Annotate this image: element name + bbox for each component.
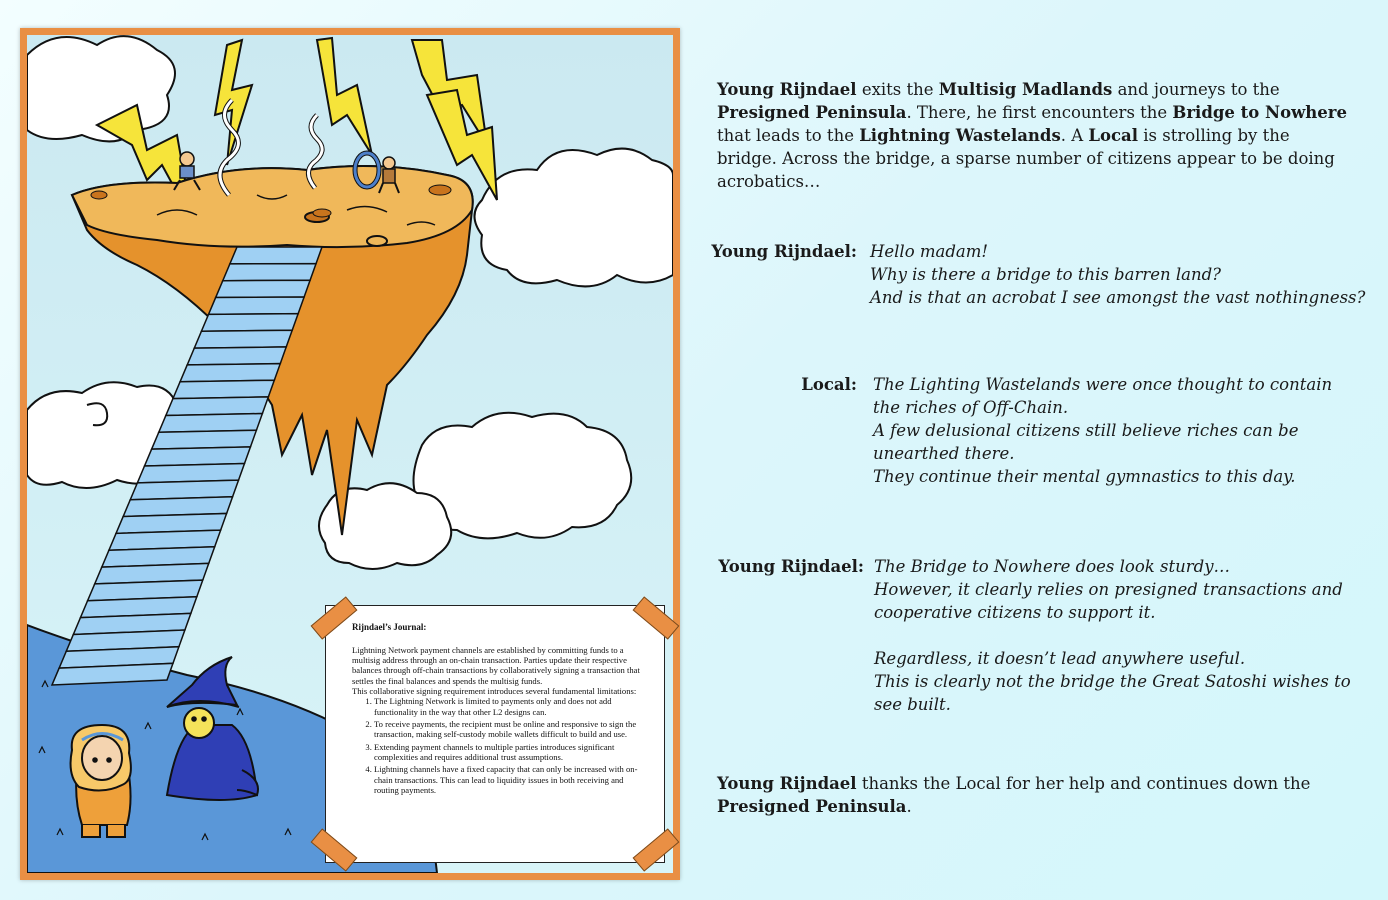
narration-keyword: Bridge to Nowhere [1172, 103, 1347, 122]
journal-list [352, 696, 644, 795]
narration-text: thanks the Local for her help and continues down the [856, 774, 1311, 793]
journal-paragraph: Lightning Network payment channels are established by committing funds to a multisig address through an on-chain transaction. Parties update their respective balances through off-chain transactions by collaboratively signing a transaction that settles the final balances and spends the multisig funds. [352, 644, 640, 686]
intro-narration [717, 78, 1347, 193]
dialogue-line: Why is there a bridge to this barren land? [870, 265, 1222, 284]
speaker-label: Young Rijndael: [718, 557, 864, 576]
narration-text: exits the [856, 80, 939, 99]
journal-paper [325, 605, 665, 863]
dialogue-line: And is that an acrobat I see amongst the vast nothingness? [870, 288, 1366, 307]
narration-keyword: Multisig Madlands [938, 80, 1113, 99]
journal-list-item: 4. Lightning channels have a fixed capacity that can only be increased with on-chain transactions. This can lead to liquidity issues in both receiving and routing payments. [374, 764, 644, 795]
journal-note [325, 605, 665, 863]
speaker-label: Local: [801, 375, 857, 394]
journal-paragraph: This collaborative signing requirement introduces several fundamental limitations: [352, 686, 637, 697]
narration-keyword: Presigned Peninsula [717, 103, 907, 122]
dialogue-line: Hello madam! [870, 242, 989, 261]
journal-list-item: 2. To receive payments, the recipient must be online and responsive to sign the transaction, making self-custody mobile wallets difficult to build and use. [374, 719, 644, 740]
journal-list-item: 1. The Lightning Network is limited to payments only and does not add functionality in the way that other L2 designs can. [374, 696, 644, 717]
bridge-step [216, 280, 310, 297]
journal-list-item: 3. Extending payment channels to multiple parties introduces significant complexities and requires additional trust assumptions. [374, 742, 644, 763]
bridge-step [173, 380, 274, 398]
dialogue-line: Regardless, it doesn’t lead anywhere useful. [874, 649, 1246, 668]
bridge-step [187, 347, 286, 365]
bridge-step [180, 364, 280, 382]
narration-keyword: Young Rijndael [717, 80, 857, 99]
narration-keyword: Lightning Wastelands [859, 126, 1061, 145]
dialogue-line: This is clearly not the bridge the Great Satoshi wishes to see built. [874, 672, 1351, 714]
narration-keyword: Young Rijndael [717, 774, 857, 793]
dialogue-block [874, 555, 1364, 716]
bridge-step [194, 330, 292, 348]
narration-keyword: Presigned Peninsula [717, 797, 907, 816]
bridge-step [201, 314, 298, 332]
narration-text: . A [1060, 126, 1089, 145]
dialogue-block [870, 240, 1370, 309]
outro-narration [717, 772, 1347, 818]
narration-keyword: Local [1088, 126, 1139, 145]
narration-text: . There, he first encounters the [906, 103, 1173, 122]
dialogue-line: However, it clearly relies on presigned transactions and cooperative citizens to support it. [874, 580, 1343, 622]
dialogue-line: The Bridge to Nowhere does look sturdy… [874, 557, 1231, 576]
dialogue-spacer [874, 624, 1364, 647]
bridge-step [230, 247, 322, 264]
speaker-label: Young Rijndael: [711, 242, 857, 261]
dialogue-line: A few delusional citizens still believe riches can be unearthed there. [873, 421, 1299, 463]
dialogue-line: They continue their mental gymnastics to this day. [873, 467, 1296, 486]
narration-text: that leads to the [717, 126, 860, 145]
journal-title: Rijndael’s Journal: [352, 622, 427, 632]
illustration-frame [20, 28, 680, 880]
bridge-step [166, 397, 269, 416]
local-girl-character-icon [71, 725, 131, 837]
narration-text: and journeys to the [1112, 80, 1280, 99]
narration-text: is strolling by the bridge. Across the bridge, a sparse number of citizens appear to be doing acrobatics… [717, 126, 1335, 191]
narration-text: . [906, 797, 912, 816]
bridge-step [209, 297, 305, 314]
dialogue-block [873, 373, 1363, 488]
bridge-step [159, 414, 263, 433]
dialogue-line: The Lighting Wastelands were once thought to contain the riches of Off-Chain. [873, 375, 1333, 417]
bridge-step [223, 264, 316, 281]
bridge-step [152, 430, 257, 449]
